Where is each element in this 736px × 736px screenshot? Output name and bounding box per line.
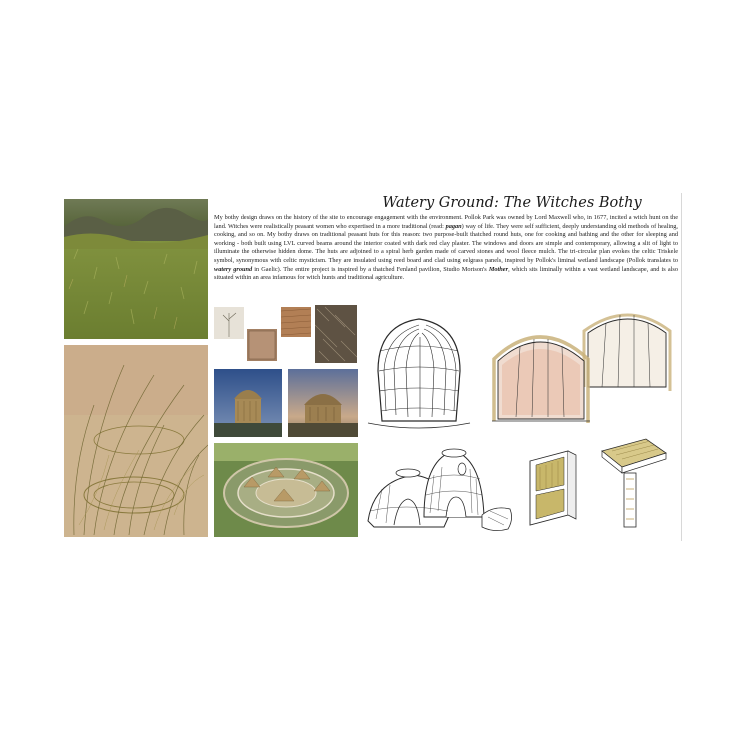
thatched-hut-sketch: [364, 311, 474, 433]
tree-sketch-swatch: [214, 307, 244, 339]
description-part-3: in Gaelic). The entire project is inspired by a thatched Fenland pavilion, Studio Morison's: [252, 265, 489, 273]
thatch-texture-swatch: [315, 305, 357, 363]
page-title: Watery Ground: The Witches Bothy: [382, 195, 642, 211]
pavilion-photo-dusk: [288, 369, 358, 437]
reed-board-swatch: [281, 307, 311, 337]
description-part-2: ) way of life. They were self sufficient, deeply understanding old methods of healing, cooking, and so on. My bothy draws on traditional peasant huts for this reason: two purpose-built thatched round huts, one for cooking and bathing and the other for sleeping and working - both built using LVL curved beams around the interior coated with dark red clay plaster. The windows and doors are simple and contemporary, allowing a slit of light to illuminate the otherwise hidden dome. The huts are adjoined to a spiral herb garden made of carved stones and wool fleece mulch. The tri-circular plan evokes the celtic Triskele symbol, synonymous with celtic mysticism. They are insulated using reed board and clad using eelgrass panels, inspired by Pollok's liminal wetland landscape (Pollok translates to: [214, 222, 678, 264]
reed-sketch-drawing: [64, 345, 208, 537]
roof-section-sketch: [594, 433, 674, 531]
dome-interior-sections: [488, 307, 678, 429]
pavilion-photo-day: [214, 369, 282, 437]
emphasis-watery-ground: watery ground: [214, 265, 253, 273]
aerial-garden-photo: [214, 443, 358, 537]
description-part-4: , which sits liminally within a vast wetland landscape, and is also situated within an area infamous for witch hunts and traditional agriculture.: [214, 265, 678, 282]
grass-site-photo: [64, 199, 208, 339]
emphasis-mother: Mother: [488, 265, 509, 273]
moodboard: [62, 193, 682, 541]
description-text: [214, 214, 678, 283]
description-part-1: My bothy design draws on the history of the site to encourage engagement with the environment. Pollok Park was owned by Lord Maxwell who, in 1677, incited a witch hunt on the land. Witches were realistically peasant women who expertised in a more traditional (read:: [214, 214, 678, 230]
adjoined-huts-sketch: [364, 439, 516, 535]
clay-panel-swatch: [247, 329, 277, 361]
eelgrass-wall-panel-sketch: [524, 445, 586, 529]
emphasis-pagan: pagan: [445, 222, 462, 230]
